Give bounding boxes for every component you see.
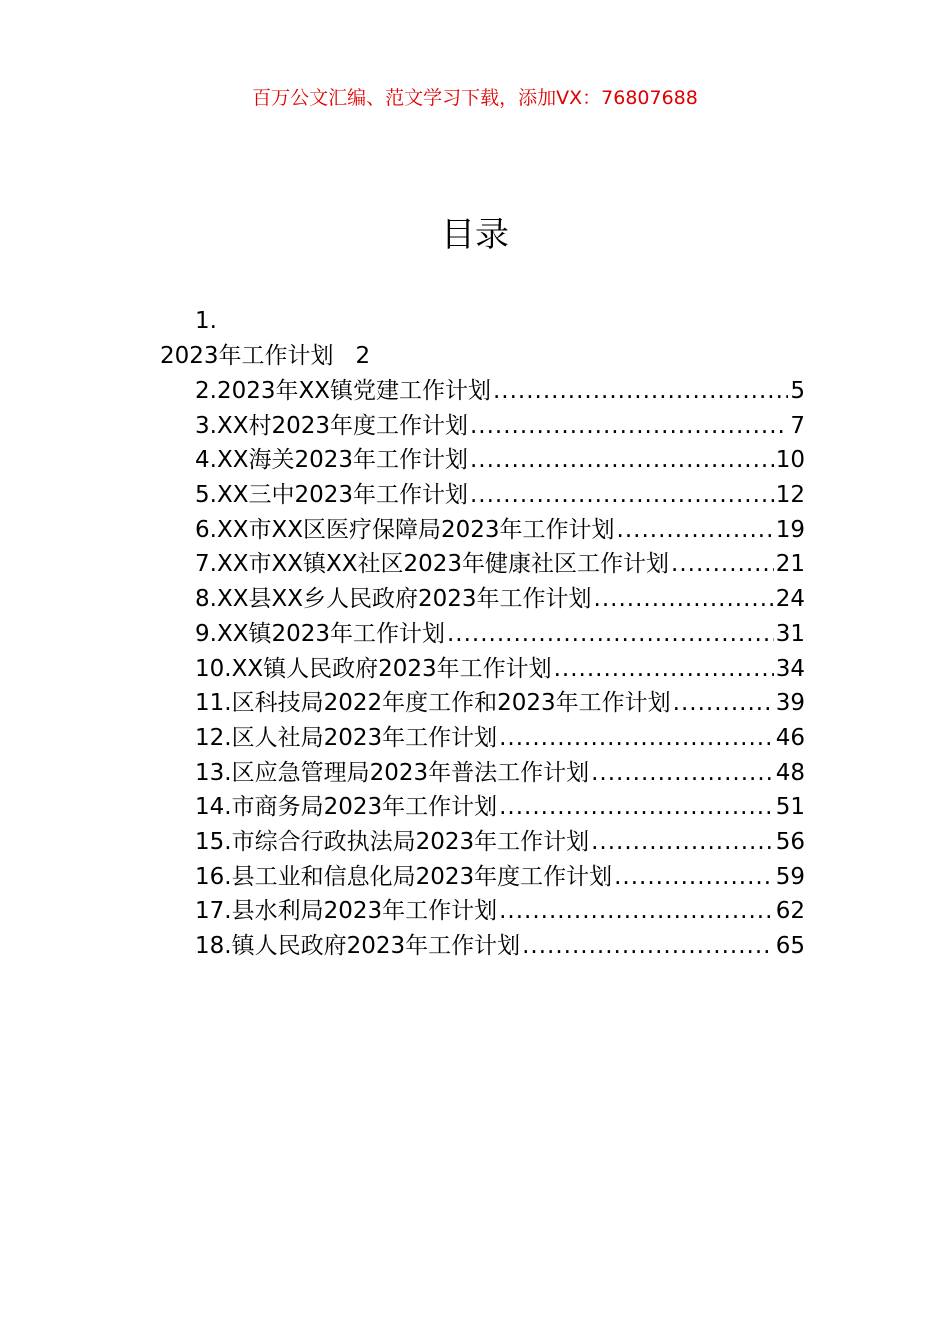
toc-entry-list <box>195 374 805 964</box>
toc-dot-leader <box>522 929 774 964</box>
toc-entry-label: 16.县工业和信息化局2023年度工作计划 <box>195 863 613 890</box>
toc-entry-label: 5.XX三中2023年工作计划 <box>195 482 468 509</box>
toc-entry[interactable] <box>195 443 805 478</box>
toc-entry-label: 2.2023年XX镇党建工作计划 <box>195 378 491 404</box>
toc-entry-page: 46 <box>775 724 805 751</box>
toc-entry-page: 31 <box>775 620 805 647</box>
toc-dot-leader <box>591 825 774 860</box>
toc-entry-page: 5 <box>790 378 805 404</box>
toc-entry-page: 51 <box>775 794 805 821</box>
toc-entry[interactable] <box>195 478 805 513</box>
toc-dot-leader <box>470 478 774 513</box>
toc-dot-leader <box>499 721 774 756</box>
toc-dot-leader <box>493 374 788 409</box>
toc-dot-leader <box>447 617 774 652</box>
toc-entry-page: 2 <box>355 343 371 369</box>
toc-entry-page: 10 <box>775 447 805 474</box>
toc-dot-leader <box>554 652 774 687</box>
toc-entry[interactable] <box>195 860 805 895</box>
toc-entry-label: 8.XX县XX乡人民政府2023年工作计划 <box>195 586 592 613</box>
toc-entry-label: 7.XX市XX镇XX社区2023年健康社区工作计划 <box>195 551 670 578</box>
toc-dot-leader <box>614 860 774 895</box>
toc-entry[interactable] <box>195 790 805 825</box>
toc-entry[interactable] <box>195 894 805 929</box>
toc-entry-page: 62 <box>775 898 805 925</box>
toc-dot-leader <box>594 582 774 617</box>
toc-dot-leader <box>617 513 774 548</box>
toc-entry[interactable] <box>195 617 805 652</box>
toc-entry-page: 24 <box>775 586 805 613</box>
toc-entry-page: 56 <box>775 828 805 855</box>
toc-entry-label: 17.县水利局2023年工作计划 <box>195 898 498 925</box>
toc-entry-label: 3.XX村2023年度工作计划 <box>195 412 468 439</box>
toc-entry[interactable] <box>195 756 805 791</box>
toc-entry[interactable] <box>195 547 805 582</box>
toc-entry-page: 7 <box>790 412 805 439</box>
toc-entry-label: 13.区应急管理局2023年普法工作计划 <box>195 759 590 786</box>
toc-dot-leader <box>499 790 774 825</box>
toc-entry-page: 19 <box>775 516 805 543</box>
toc-entry[interactable] <box>195 929 805 964</box>
toc-entry-1[interactable] <box>160 339 370 374</box>
toc-entry-page: 59 <box>775 863 805 890</box>
toc-dot-leader <box>673 686 774 721</box>
toc-dot-leader <box>591 756 774 791</box>
toc-entry-page: 48 <box>775 759 805 786</box>
toc-entry-1-number: 1. <box>195 308 217 334</box>
toc-dot-leader <box>470 409 788 444</box>
toc-entry[interactable] <box>195 721 805 756</box>
toc-entry[interactable] <box>195 652 805 687</box>
toc-entry-page: 65 <box>775 933 805 959</box>
toc-entry[interactable] <box>195 686 805 721</box>
toc-entry[interactable] <box>195 409 805 444</box>
header-note: 百万公文汇编、范文学习下载，添加VX：76807688 <box>252 87 698 109</box>
toc-entry[interactable] <box>195 374 805 409</box>
toc-entry-label: 10.XX镇人民政府2023年工作计划 <box>195 655 552 682</box>
toc-entry-label: 9.XX镇2023年工作计划 <box>195 620 445 647</box>
toc-entry-label: 14.市商务局2023年工作计划 <box>195 794 498 821</box>
toc-dot-leader <box>499 894 774 929</box>
toc-entry-page: 39 <box>775 690 805 717</box>
toc-entry[interactable] <box>195 582 805 617</box>
toc-entry[interactable] <box>195 513 805 548</box>
toc-entry-label: 15.市综合行政执法局2023年工作计划 <box>195 828 590 855</box>
toc-entry-page: 12 <box>775 482 805 509</box>
toc-entry-label: 6.XX市XX区医疗保障局2023年工作计划 <box>195 516 615 543</box>
toc-entry-label: 2023年工作计划 <box>160 343 334 369</box>
toc-dot-leader <box>671 547 774 582</box>
toc-entry-page: 34 <box>775 655 805 682</box>
toc-entry-page: 21 <box>775 551 805 578</box>
toc-entry-label: 4.XX海关2023年工作计划 <box>195 447 468 474</box>
toc-entry[interactable] <box>195 825 805 860</box>
toc-dot-leader <box>470 443 774 478</box>
toc-entry-label: 18.镇人民政府2023年工作计划 <box>195 933 521 959</box>
toc-entry-label: 12.区人社局2023年工作计划 <box>195 724 498 751</box>
page-title: 目录 <box>441 215 509 255</box>
toc-entry-label: 11.区科技局2022年度工作和2023年工作计划 <box>195 690 671 717</box>
